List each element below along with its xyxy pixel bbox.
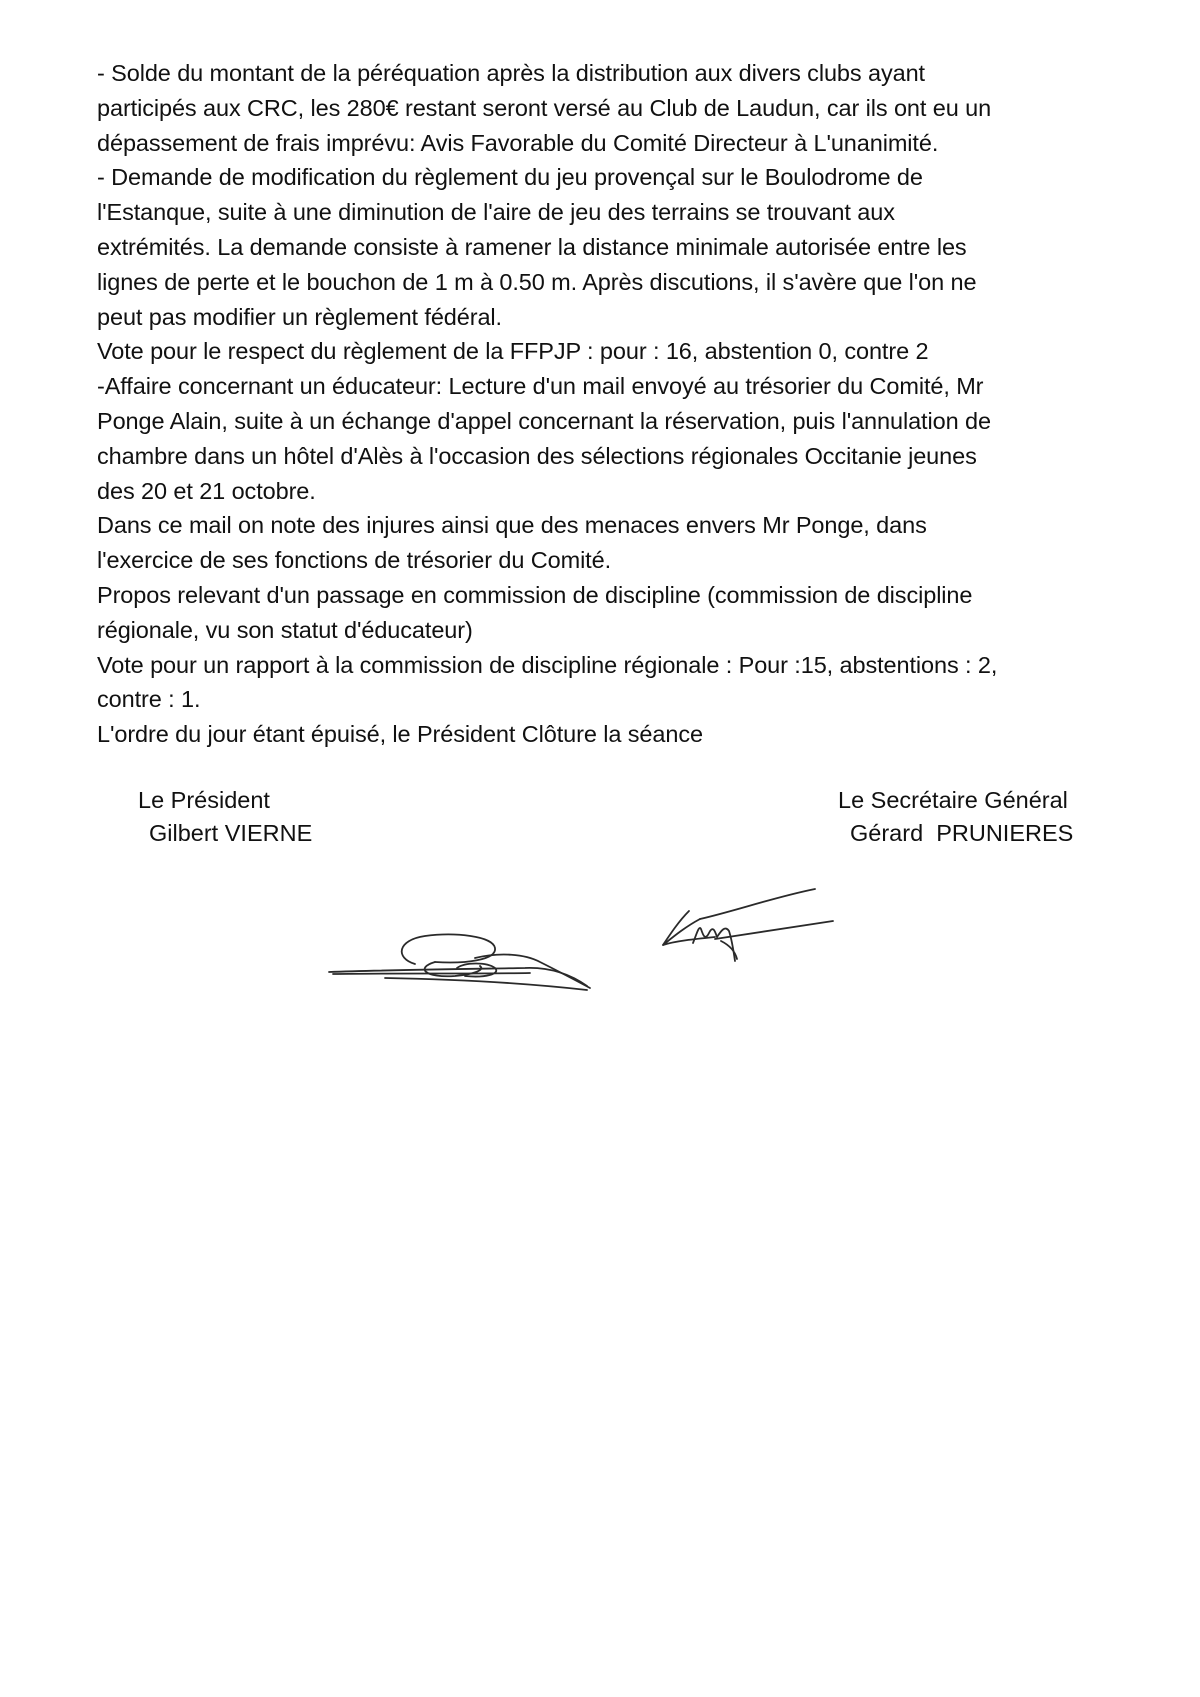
- text-line: l'exercice de ses fonctions de trésorier du Comité.: [97, 547, 612, 574]
- text-line: extrémités. La demande consiste à ramener la distance minimale autorisée entre les: [97, 233, 967, 260]
- text-line: Vote pour le respect du règlement de la FFPJP : pour : 16, abstention 0, contre 2: [97, 338, 929, 365]
- text-line: participés aux CRC, les 280€ restant seront versé au Club de Laudun, car ils ont eu un: [97, 94, 992, 121]
- president-role: Le Président: [138, 787, 270, 813]
- text-line: contre : 1.: [97, 686, 201, 713]
- secretary-role: Le Secrétaire Général: [838, 787, 1068, 813]
- text-line: Dans ce mail on note des injures ainsi que des menaces envers Mr Ponge, dans: [97, 512, 927, 539]
- text-line: l'Estanque, suite à une diminution de l'aire de jeu des terrains se trouvant aux: [97, 199, 895, 226]
- text-line: Vote pour un rapport à la commission de discipline régionale : Pour :15, abstentions : 2,: [97, 651, 998, 678]
- president-name: Gilbert VIERNE: [149, 820, 313, 846]
- secretary-name: Gérard PRUNIERES: [850, 820, 1074, 846]
- text-line: lignes de perte et le bouchon de 1 m à 0.50 m. Après discutions, il s'avère que l'on ne: [97, 268, 977, 295]
- text-line: dépassement de frais imprévu: Avis Favorable du Comité Directeur à L'unanimité.: [97, 129, 939, 156]
- text-line: - Solde du montant de la péréquation après la distribution aux divers clubs ayant: [97, 60, 925, 86]
- president-handwritten-signature-icon: [325, 918, 595, 998]
- text-line: -Affaire concernant un éducateur: Lecture d'un mail envoyé au trésorier du Comité, Mr: [97, 373, 984, 400]
- text-line: Propos relevant d'un passage en commission de discipline (commission de discipline: [97, 581, 973, 608]
- text-line: régionale, vu son statut d'éducateur): [97, 616, 473, 643]
- president-signature-block: [138, 784, 312, 850]
- text-line: Ponge Alain, suite à un échange d'appel concernant la réservation, puis l'annulation de: [97, 407, 991, 434]
- text-line: chambre dans un hôtel d'Alès à l'occasion des sélections régionales Occitanie jeunes: [97, 442, 977, 469]
- text-line: des 20 et 21 octobre.: [97, 477, 316, 504]
- text-line: peut pas modifier un règlement fédéral.: [97, 303, 502, 330]
- secretary-handwritten-signature-icon: [655, 885, 845, 970]
- secretary-signature-block: [838, 784, 1073, 850]
- text-line: L'ordre du jour étant épuisé, le Président Clôture la séance: [97, 721, 703, 748]
- document-body: [97, 56, 1117, 752]
- text-line: - Demande de modification du règlement du jeu provençal sur le Boulodrome de: [97, 164, 923, 191]
